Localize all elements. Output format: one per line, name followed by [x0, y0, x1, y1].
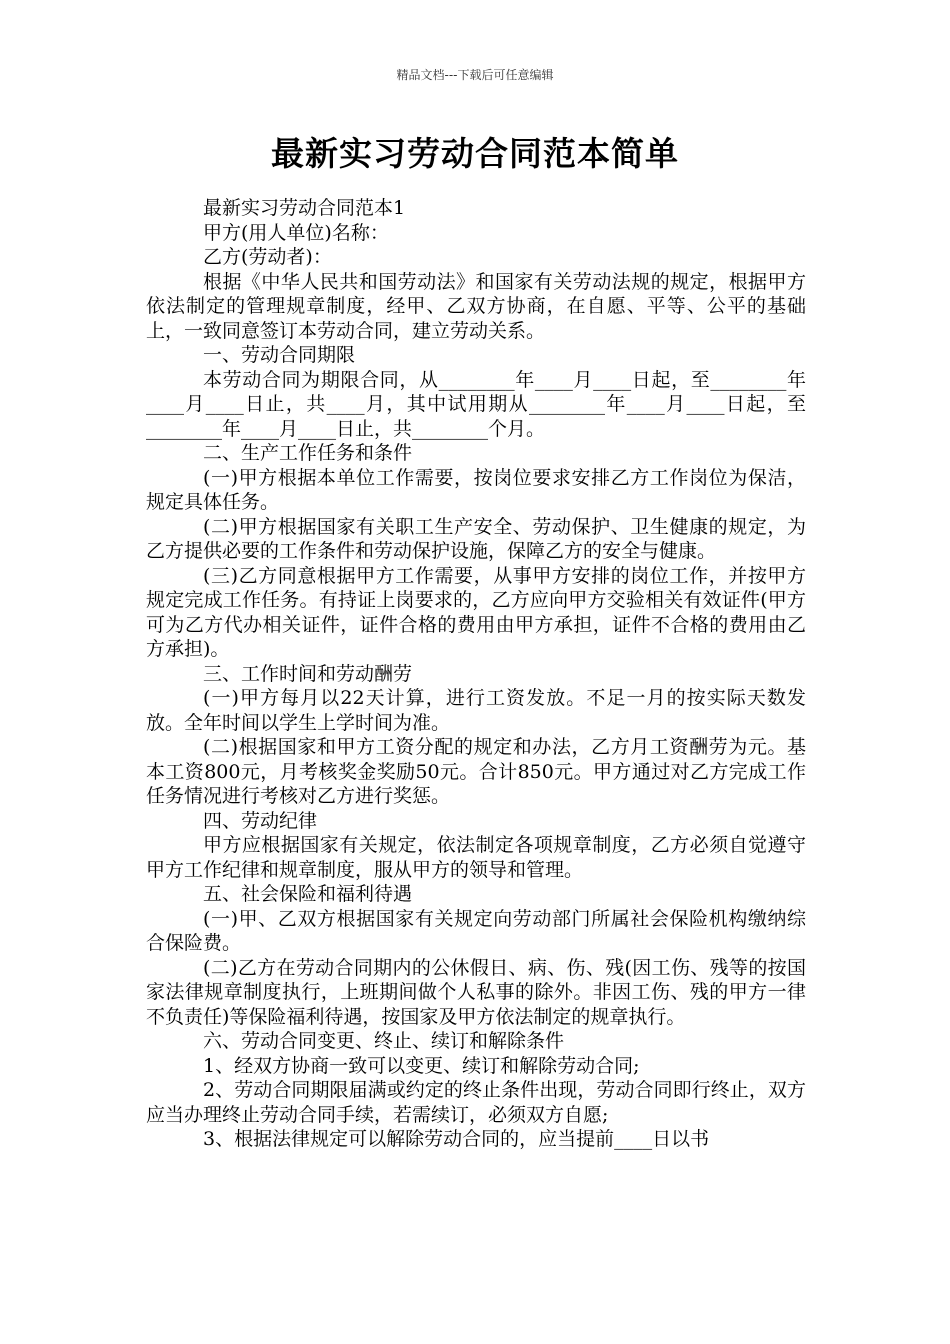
changes-clause-1: 1、经双方协商一致可以变更、续订和解除劳动合同;	[203, 1054, 640, 1077]
pay-clause-1: (一)甲方每月以22天计算，进行工资发放。不足一月的按实际天数发放。全年时间以学生上学时间为准。	[146, 687, 806, 734]
term-paragraph: 本劳动合同为期限合同，从________年____月____日起，至________年____月____日止，共____月，其中试用期从________年____月____日起，至________年____月____日止，共________个月。	[146, 368, 806, 440]
header-note: 精品文档---下载后可任意编辑	[396, 68, 554, 82]
party-a-line: 甲方(用人单位)名称：	[203, 221, 389, 244]
tasks-clause-3: (三)乙方同意根据甲方工作需要，从事甲方安排的岗位工作，并按甲方规定完成工作任务。有持证上岗要求的，乙方应向甲方交验相关有效证件(甲方可为乙方代办相关证件，证件合格的费用由甲方承担，证件不合格的费用由乙方承担)。	[146, 564, 806, 660]
section-heading-insurance: 五、社会保险和福利待遇	[203, 883, 413, 905]
document-body	[146, 196, 806, 1152]
tasks-clause-1: (一)甲方根据本单位工作需要，按岗位要求安排乙方工作岗位为保洁，规定具体任务。	[146, 466, 806, 513]
changes-clause-2: 2、劳动合同期限届满或约定的终止条件出现，劳动合同即行终止，双方应当办理终止劳动合同手续，若需续订，必须双方自愿;	[146, 1079, 806, 1126]
pay-clause-2: (二)根据国家和甲方工资分配的规定和办法，乙方月工资酬劳为元。基本工资800元，月考核奖金奖励50元。合计850元。甲方通过对乙方完成工作任务情况进行考核对乙方进行奖惩。	[146, 736, 806, 807]
preamble-paragraph: 根据《中华人民共和国劳动法》和国家有关劳动法规的规定，根据甲方依法制定的管理规章制度，经甲、乙双方协商，在自愿、平等、公平的基础上，一致同意签订本劳动合同，建立劳动关系。	[146, 270, 806, 342]
section-heading-term: 一、劳动合同期限	[203, 344, 356, 366]
section-heading-tasks: 二、生产工作任务和条件	[203, 442, 413, 464]
changes-clause-3: 3、根据法律规定可以解除劳动合同的，应当提前____日以书	[203, 1128, 710, 1150]
insurance-clause-2: (二)乙方在劳动合同期内的公休假日、病、伤、残(因工伤、残等的按国家法律规章制度执行，上班期间做个人私事的除外。非因工伤、残的甲方一律不负责任)等保险福利待遇，按国家及甲方依法制定的规章执行。	[146, 956, 806, 1028]
contract-heading: 最新实习劳动合同范本1	[203, 197, 406, 219]
document-title: 最新实习劳动合同范本简单	[271, 134, 679, 173]
section-heading-changes: 六、劳动合同变更、终止、续订和解除条件	[203, 1030, 565, 1052]
tasks-clause-2: (二)甲方根据国家有关职工生产安全、劳动保护、卫生健康的规定，为乙方提供必要的工作条件和劳动保护设施，保障乙方的安全与健康。	[146, 515, 806, 562]
insurance-clause-1: (一)甲、乙双方根据国家有关规定向劳动部门所属社会保险机构缴纳综合保险费。	[146, 907, 806, 954]
discipline-paragraph: 甲方应根据国家有关规定，依法制定各项规章制度，乙方必须自觉遵守甲方工作纪律和规章制度，服从甲方的领导和管理。	[146, 834, 806, 881]
section-heading-discipline: 四、劳动纪律	[203, 809, 318, 832]
party-b-line: 乙方(劳动者)：	[203, 246, 332, 268]
section-heading-hours-pay: 三、工作时间和劳动酬劳	[203, 662, 413, 685]
